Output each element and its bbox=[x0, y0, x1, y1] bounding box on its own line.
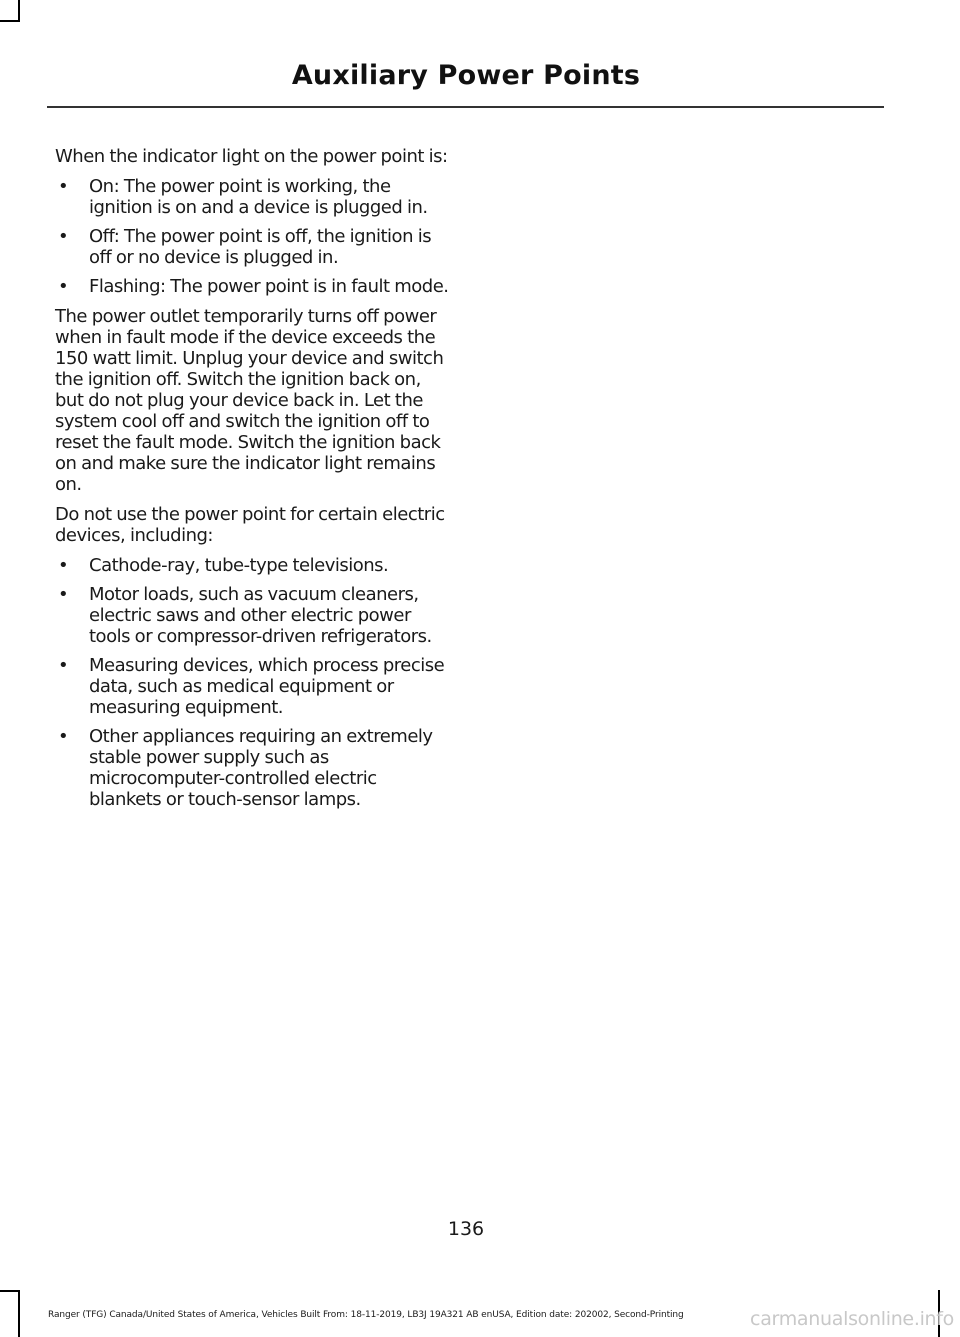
bullet-icon: • bbox=[58, 584, 69, 605]
list-item-device bbox=[55, 726, 450, 810]
bullet-icon: • bbox=[58, 726, 69, 747]
restricted-devices-list bbox=[55, 555, 450, 810]
bullet-icon: • bbox=[58, 226, 69, 247]
indicator-intro-paragraph: When the indicator light on the power point is: bbox=[55, 146, 448, 167]
crop-mark-top-left-horizontal bbox=[0, 20, 20, 22]
bullet-icon: • bbox=[58, 655, 69, 676]
list-item-text: Cathode-ray, tube-type televisions. bbox=[89, 555, 389, 576]
list-item-text: On: The power point is working, the ignition is on and a device is plugged in. bbox=[89, 176, 428, 218]
page-number: 136 bbox=[447, 1218, 485, 1240]
list-item-text: Measuring devices, which process precise data, such as medical equipment or measuring equipment. bbox=[89, 655, 445, 718]
list-item-indicator-on bbox=[55, 176, 450, 218]
edition-footer: Ranger (TFG) Canada/United States of America, Vehicles Built From: 18-11-2019, LB3J 19A321 AB enUSA, Edition date: 202002, Second-Printing bbox=[48, 1310, 684, 1320]
list-item-text: Motor loads, such as vacuum cleaners, electric saws and other electric power tools or compressor-driven refrigerators. bbox=[89, 584, 432, 647]
bullet-icon: • bbox=[58, 176, 69, 197]
list-item-device bbox=[55, 655, 450, 718]
list-item-text: Other appliances requiring an extremely stable power supply such as microcomputer-controlled electric blankets or touch-sensor lamps. bbox=[89, 726, 433, 810]
devices-intro-paragraph: Do not use the power point for certain electric devices, including: bbox=[55, 504, 445, 546]
list-item-text: Flashing: The power point is in fault mode. bbox=[89, 276, 449, 297]
crop-mark-top-left-vertical bbox=[18, 0, 20, 22]
header-divider bbox=[47, 106, 884, 108]
indicator-states-list bbox=[55, 176, 450, 297]
list-item-indicator-off bbox=[55, 226, 450, 268]
crop-mark-bottom-left-horizontal bbox=[0, 1290, 20, 1292]
bullet-icon: • bbox=[58, 555, 69, 576]
list-item-device bbox=[55, 555, 450, 576]
page-title: Auxiliary Power Points bbox=[291, 60, 641, 91]
watermark-text: carmanualsonline.info bbox=[750, 1308, 954, 1330]
list-item-indicator-flashing bbox=[55, 276, 450, 297]
fault-mode-paragraph: The power outlet temporarily turns off power when in fault mode if the device exceeds the 150 watt limit. Unplug your device and switch the ignition off. Switch the ignition back on, but do not plug your device back in. Let the system cool off and switch the ignition off to reset the fault mode. Switch the ignition back on and make sure the indicator light remains on. bbox=[55, 306, 444, 495]
list-item-text: Off: The power point is off, the ignition is off or no device is plugged in. bbox=[89, 226, 432, 268]
list-item-device bbox=[55, 584, 450, 647]
bullet-icon: • bbox=[58, 276, 69, 297]
main-content bbox=[55, 146, 450, 819]
crop-mark-bottom-left-vertical bbox=[18, 1290, 20, 1337]
